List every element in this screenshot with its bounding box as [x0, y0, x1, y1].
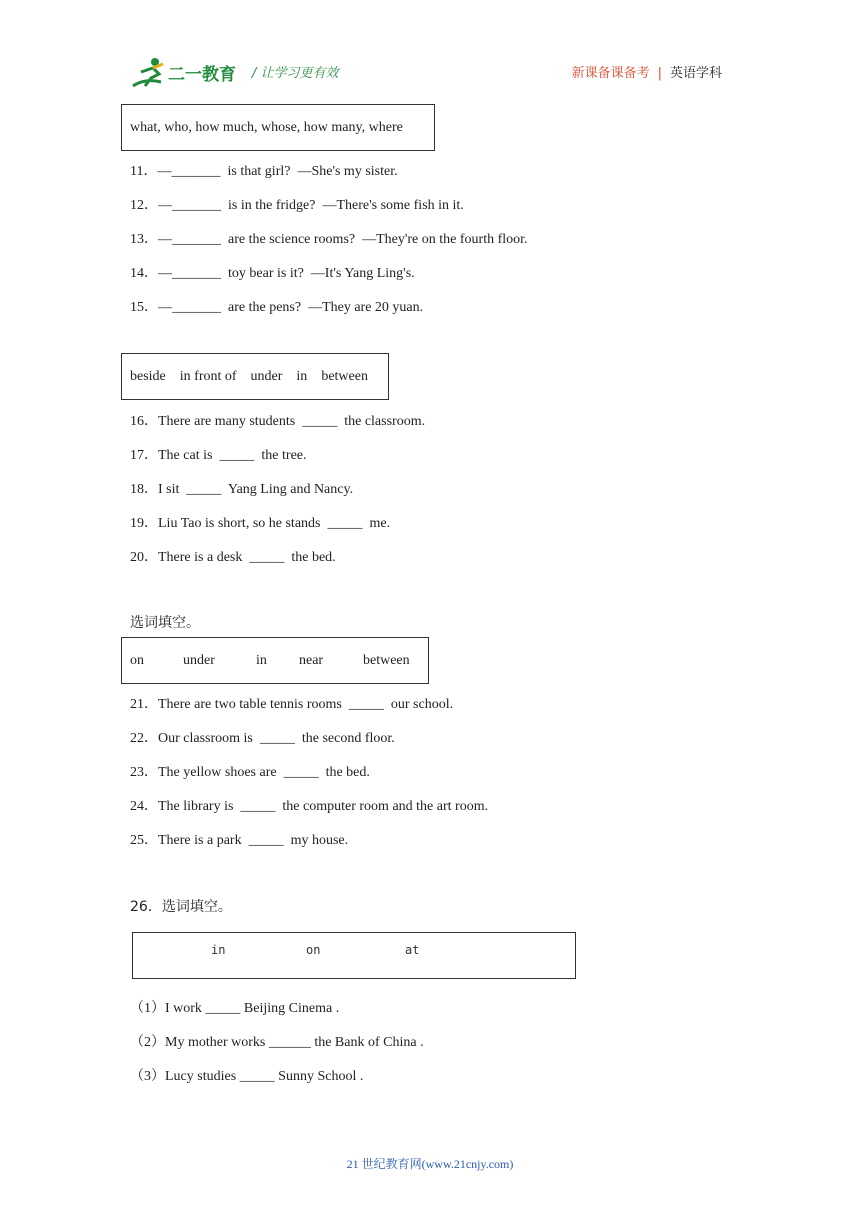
runner-logo-icon — [131, 56, 171, 90]
question-15: 15．—_______ are the pens? —They are 20 yuan. — [130, 300, 424, 315]
word-box-3 — [121, 637, 429, 684]
word-in: in — [296, 369, 308, 384]
question-23: 23．The yellow shoes are _____ the bed. — [130, 765, 370, 780]
word-under: under — [183, 653, 215, 668]
word-in: in — [211, 943, 226, 957]
footer: 21 世纪教育网(www.21cnjy.com) — [346, 1157, 514, 1171]
word-between: between — [363, 653, 410, 668]
word-in-front-of: in front of — [179, 369, 237, 384]
question-25: 25．There is a park _____ my house. — [130, 833, 349, 848]
header-label: 新课备课备考 — [571, 66, 650, 81]
question-19: 19．Liu Tao is short, so he stands _____ me. — [130, 516, 391, 531]
word-box-4 — [132, 932, 576, 979]
question-14: 14．—_______ toy bear is it? —It's Yang Ling's. — [130, 266, 415, 281]
question-26-3: （3）Lucy studies _____ Sunny School . — [130, 1069, 364, 1084]
question-13: 13．—_______ are the science rooms? —They're on the fourth floor. — [130, 232, 528, 247]
section3-instruction: 选词填空。 — [130, 615, 200, 631]
question-18: 18．I sit _____ Yang Ling and Nancy. — [130, 482, 354, 497]
question-20: 20．There is a desk _____ the bed. — [130, 550, 336, 565]
header-right — [572, 62, 722, 81]
word-between: between — [321, 369, 368, 384]
question-12: 12．—_______ is in the fridge? —There's some fish in it. — [130, 198, 464, 213]
question-26-1: （1）I work _____ Beijing Cinema . — [130, 1001, 340, 1016]
header-subject: 英语学科 — [669, 66, 722, 81]
word-on: on — [130, 653, 144, 668]
word-box-2 — [121, 353, 389, 400]
question-11: 11．—_______ is that girl? —She's my sister. — [130, 164, 398, 179]
header-separator: | — [657, 66, 662, 81]
slogan: / 让学习更有效 — [252, 66, 339, 81]
question-16: 16．There are many students _____ the classroom. — [130, 414, 426, 429]
question-22: 22．Our classroom is _____ the second floor. — [130, 731, 395, 746]
question-17: 17．The cat is _____ the tree. — [130, 448, 307, 463]
question-26-title: 26．选词填空。 — [130, 899, 232, 915]
word-at: at — [405, 943, 420, 957]
logo-text: 二一教育 — [168, 65, 236, 85]
word-box-1: what, who, how much, whose, how many, where — [121, 104, 435, 151]
question-26-2: （2）My mother works ______ the Bank of China . — [130, 1035, 424, 1050]
question-21: 21．There are two table tennis rooms _____ our school. — [130, 697, 454, 712]
word-near: near — [299, 653, 324, 668]
word-under: under — [250, 369, 283, 384]
word-on: on — [306, 943, 321, 957]
word-in: in — [256, 653, 267, 668]
word-beside: beside — [130, 369, 166, 384]
question-24: 24．The library is _____ the computer room and the art room. — [130, 799, 489, 814]
